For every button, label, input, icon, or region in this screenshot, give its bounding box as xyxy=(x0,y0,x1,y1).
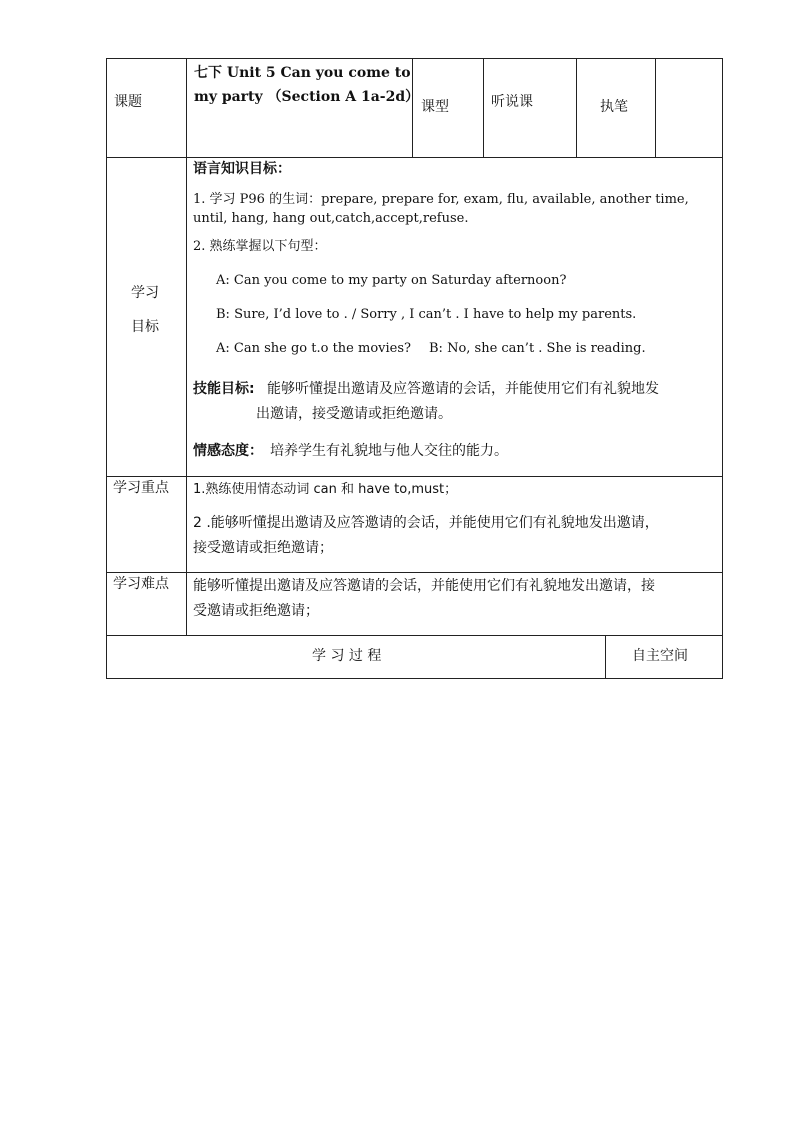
goals-label-line1: 学习 xyxy=(131,285,159,301)
difficulty-label: 学习难点 xyxy=(113,576,169,592)
focus-label: 学习重点 xyxy=(113,480,169,496)
cell-goals-label xyxy=(106,157,187,477)
type-label: 课型 xyxy=(421,99,449,115)
emotion-goal-text: 培养学生有礼貌地与他人交往的能力。 xyxy=(270,443,508,459)
goals-label-line2: 目标 xyxy=(131,319,159,335)
skill-goal-line1: 能够听懂提出邀请及应答邀请的会话，并能使用它们有礼貌地发 xyxy=(267,381,659,397)
difficulty-line2: 受邀请或拒绝邀请； xyxy=(193,603,319,619)
language-goal-heading: 语言知识目标： xyxy=(193,161,291,177)
sentence-a2: A: Can she go t.o the movies? xyxy=(216,341,411,356)
goal-item1-line2: until, hang, hang out,catch,accept,refuse. xyxy=(193,211,469,226)
space-label: 自主空间 xyxy=(632,648,688,664)
goal-item1-line1: 1. 学习 P96 的生词：prepare, prepare for, exam, flu, available, another time, xyxy=(193,192,689,207)
author-label: 执笔 xyxy=(600,99,628,115)
cell-author-value xyxy=(655,58,723,158)
goal-item2: 2. 熟练掌握以下句型： xyxy=(193,239,327,254)
skill-goal-label: 技能目标: xyxy=(193,381,255,397)
focus-line2: 2 .能够听懂提出邀请及应答邀请的会话，并能使用它们有礼貌地发出邀请， xyxy=(193,515,659,531)
skill-goal-line2: 出邀请，接受邀请或拒绝邀请。 xyxy=(256,406,452,422)
subject-title-line1: 七下 Unit 5 Can you come to xyxy=(194,65,411,81)
sentence-a1: A: Can you come to my party on Saturday afternoon? xyxy=(216,273,567,288)
sentence-b2: B: No, she can’t . She is reading. xyxy=(429,341,646,356)
process-label: 学 习 过 程 xyxy=(312,648,382,664)
sentence-b1: B: Sure, I’d love to . / Sorry , I can’t . I have to help my parents. xyxy=(216,307,637,322)
focus-line3: 接受邀请或拒绝邀请； xyxy=(193,540,333,556)
focus-line1: 1.熟练使用情态动词 can 和 have to,must； xyxy=(193,482,458,497)
type-value: 听说课 xyxy=(491,94,533,110)
subject-label: 课题 xyxy=(114,94,142,110)
emotion-goal-label: 情感态度： xyxy=(193,443,263,459)
subject-title-line2: my party （Section A 1a-2d） xyxy=(194,89,420,105)
difficulty-line1: 能够听懂提出邀请及应答邀请的会话，并能使用它们有礼貌地发出邀请，接 xyxy=(193,578,655,594)
